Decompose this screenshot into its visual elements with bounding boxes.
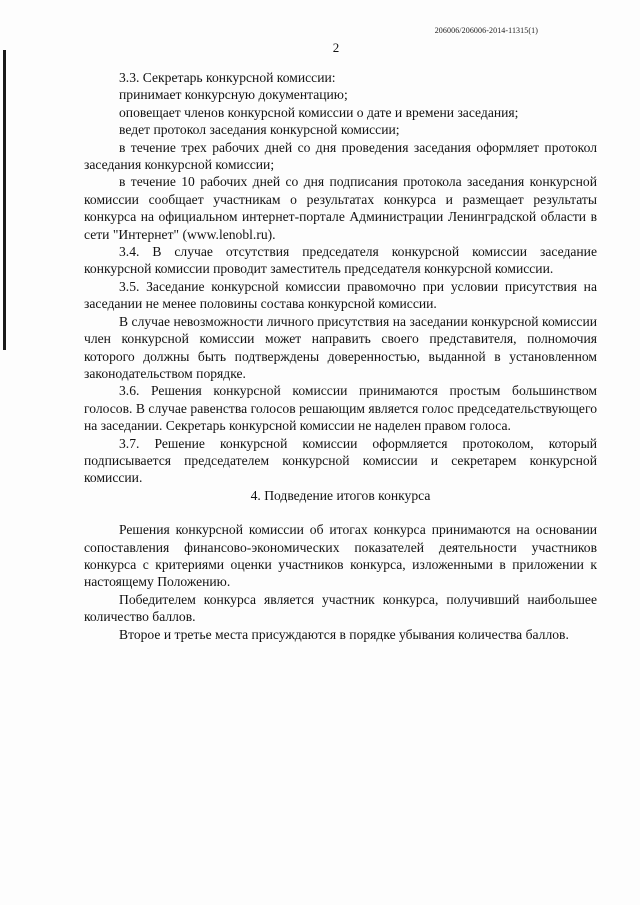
paragraph: оповещает членов конкурсной комиссии о дате и времени заседания; [119,104,519,120]
paragraph: принимает конкурсную документацию; [119,87,348,103]
paragraph: в течение 10 рабочих дней со дня подписания протокола заседания конкурсной комиссии сообщает участникам о результатах конкурса и размещает результаты конкурса на официальном интернет-портале Администрации Ленинградской области в сети "Интернет" (www.lenobl.ru). [84,174,597,242]
paragraph: 3.6. Решения конкурсной комиссии принимаются простым большинством голосов. В случае равенства голосов решающим является голос председательствующего на заседании. Секретарь конкурсной комиссии не наделен правом голоса. [84,383,597,434]
paragraph: в течение трех рабочих дней со дня проведения заседания оформляет протокол заседания конкурсной комиссии; [84,139,597,173]
scan-edge-mark [3,50,6,350]
paragraph: В случае невозможности личного присутствия на заседании конкурсной комиссии член конкурсной комиссии может направить своего представителя, полномочия которого должны быть подтверждены доверенностью, выданной в установленном законодательством порядке. [84,313,597,381]
page-number: 2 [332,40,340,55]
paragraph: 3.4. В случае отсутствия председателя конкурсной комиссии заседание конкурсной комиссии проводит заместитель председателя конкурсной комиссии. [84,244,597,277]
paragraph: 3.3. Секретарь конкурсной комиссии: [119,70,336,85]
paragraph: Второе и третье места присуждаются в порядке убывания количества баллов. [119,626,569,642]
paragraph: Победителем конкурса является участник конкурса, получивший наибольшее количество баллов. [84,591,597,625]
paragraph: 3.7. Решение конкурсной комиссии оформляется протоколом, который подписывается председателем конкурсной комиссии и секретарем конкурсной комиссии. [84,435,597,486]
document-body [84,69,597,643]
paragraph: ведет протокол заседания конкурсной комиссии; [119,122,400,138]
document-code: 206006/206006-2014-11315(1) [434,26,538,35]
paragraph: 3.5. Заседание конкурсной комиссии правомочно при условии присутствия на заседании не менее половины состава конкурсной комиссии. [84,278,597,312]
paragraph: Решения конкурсной комиссии об итогах конкурса принимаются на основании сопоставления финансово-экономических показателей деятельности участников конкурса с критериями оценки участников конкурса, изложенными в приложении к настоящему Положению. [84,522,597,590]
section-heading: 4. Подведение итогов конкурса [250,487,431,503]
